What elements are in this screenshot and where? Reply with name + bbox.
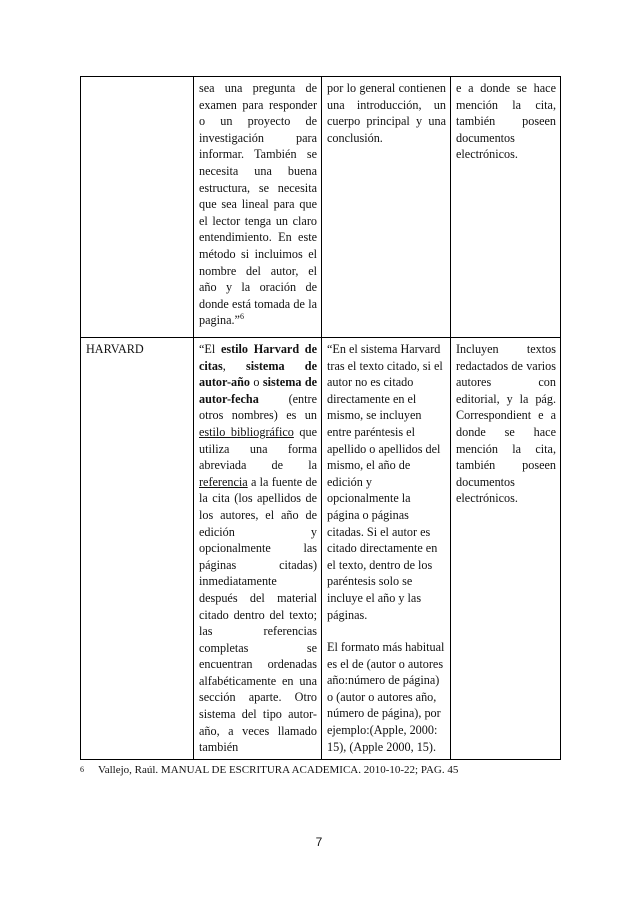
- table-cell-sources: [451, 77, 561, 338]
- text-run: o: [250, 375, 263, 390]
- cell-paragraph: “En el sistema Harvard tras el texto citado, si el autor no es citado directamente en el mismo, se incluyen entre paréntesis el apellido o apellidos del mismo, el año de edición y opcionalmente la página o páginas citadas. Si el autor es citado directamente en el texto, dentro de los paréntesis solo se incluye el año y las páginas.: [327, 342, 443, 622]
- cell-text: por lo general contienen una introducción, un cuerpo principal y una conclusión.: [327, 81, 446, 145]
- table-cell-style-name: [81, 77, 194, 338]
- text-run: a la fuente de la cita (los apellidos de los autores, el año de edición y opcionalmente las páginas citadas) inmediatamente después del material citado dentro del texto; las referencias completas se encuentran ordenadas alfabéticamente en una sección aparte. Otro sistema del tipo autor-año, a veces llamado también: [199, 474, 317, 755]
- table-row: [81, 338, 561, 760]
- footnote-number: 6: [80, 765, 84, 774]
- table-cell-structure: [322, 338, 451, 760]
- footnote-reference: 6: [239, 312, 244, 322]
- bold-term: estilo Harvard de citas: [199, 342, 317, 373]
- style-name-harvard: HARVARD: [86, 342, 144, 356]
- paragraph-spacer: [327, 623, 446, 639]
- table-cell-style-name: [81, 338, 194, 760]
- footnote: [80, 763, 560, 777]
- underlined-link-text[interactable]: estilo bibliográfico: [199, 424, 294, 439]
- table-cell-sources: [451, 338, 561, 760]
- table-cell-definition: [194, 338, 322, 760]
- cell-text: sea una pregunta de examen para responder o un proyecto de investigación para informar. También se necesita una buena estructura, se necesita que sea lineal para que el lector tenga un claro entendimiento. En este método si incluimos el nombre del autor, el año y la oración de donde está tomada de la pagina.”: [199, 81, 317, 328]
- page-number: 7: [315, 835, 323, 849]
- text-run: que utiliza una forma abreviada de la: [199, 424, 317, 473]
- cell-text: e a donde se hace mención la cita, también poseen documentos electrónicos.: [456, 81, 556, 162]
- table-cell-structure: [322, 77, 451, 338]
- comparison-table: [80, 76, 561, 760]
- text-run: ,: [222, 358, 246, 373]
- table-cell-definition: [194, 77, 322, 338]
- table-row: [81, 77, 561, 338]
- text-run: (entre otros nombres) es un: [199, 391, 317, 423]
- text-run: “El: [199, 342, 221, 356]
- footnote-divider: [80, 759, 248, 760]
- cell-text: Incluyen textos redactados de varios autores con editorial, y la pág. Correspondient e a donde se hace mención la cita, también poseen documentos electrónicos.: [456, 342, 556, 506]
- bold-term: sistema de autor-año: [199, 358, 317, 390]
- underlined-link-text[interactable]: referencia: [199, 474, 248, 489]
- bold-term: sistema de autor-fecha: [199, 375, 318, 406]
- cell-paragraph: El formato más habitual es el de (autor o autores año:número de página) o (autor o autores año, número de página), por ejemplo:(Apple, 2000: 15), (Apple 2000, 15).: [327, 640, 445, 754]
- footnote-text: Vallejo, Raúl. MANUAL DE ESCRITURA ACADEMICA. 2010-10-22; PAG. 45: [98, 764, 459, 776]
